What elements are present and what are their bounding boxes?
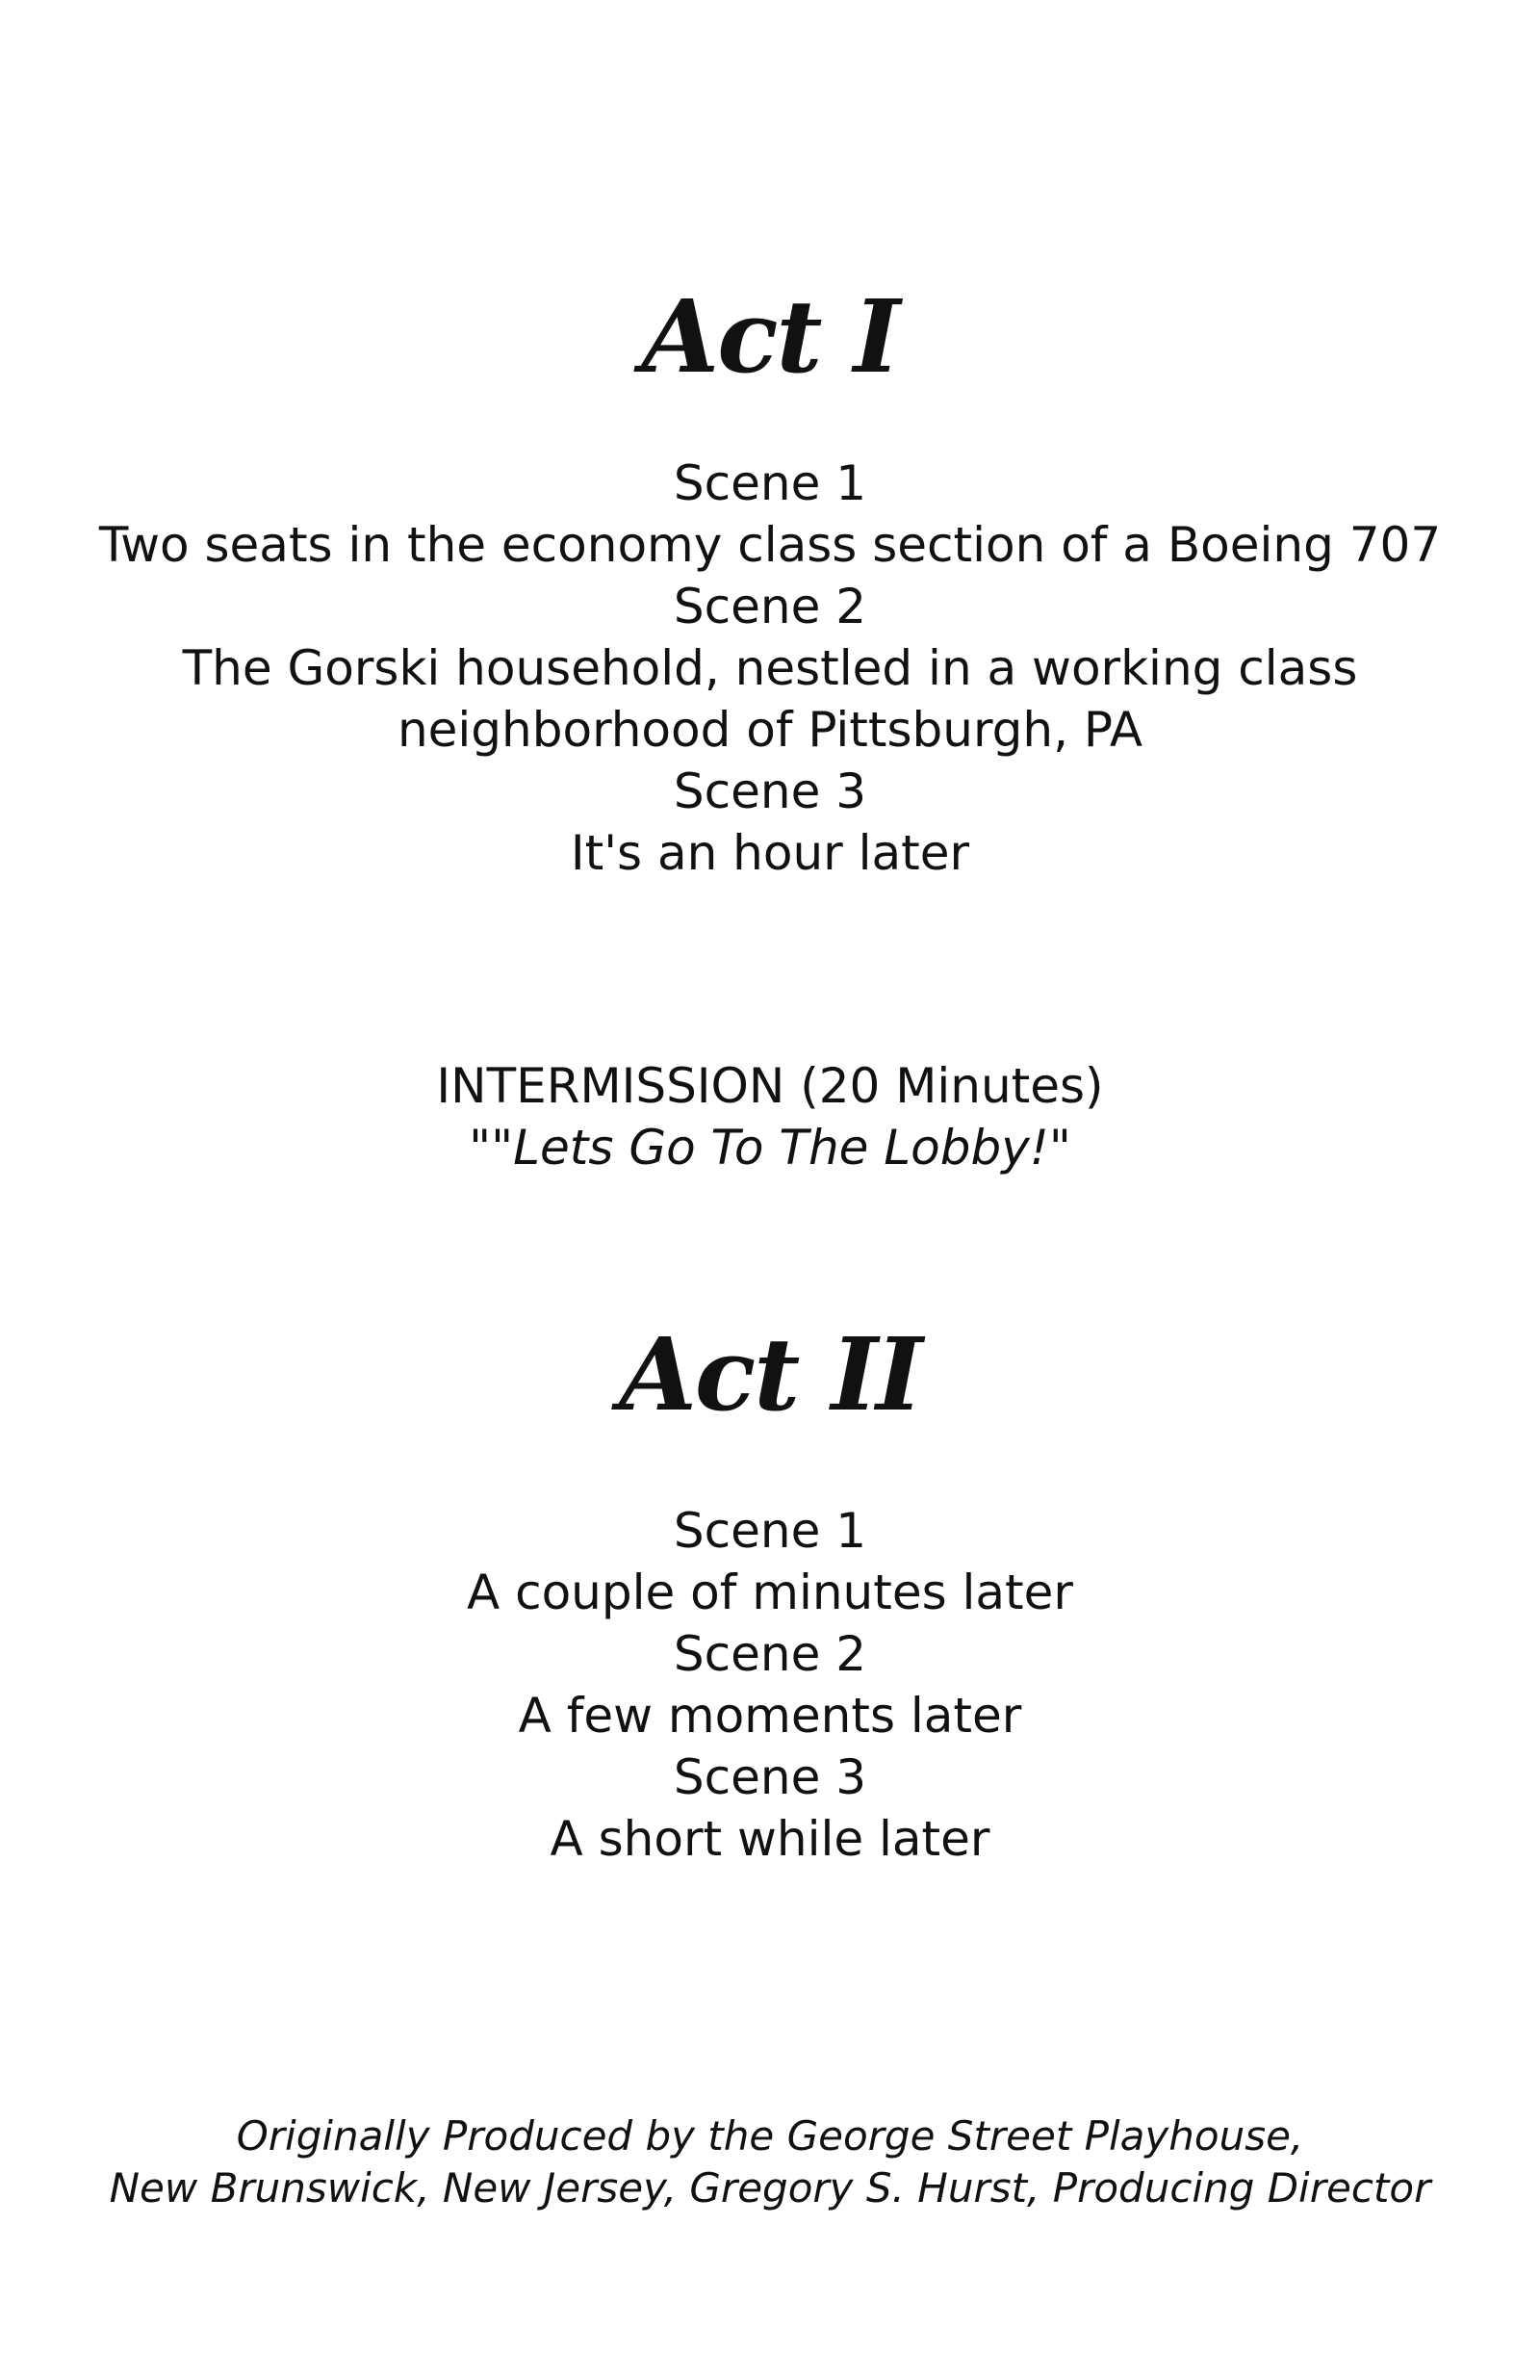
credit-line-2: New Brunswick, New Jersey, Gregory S. Hurst, Producing Director xyxy=(109,2164,1431,2212)
act-2-scene-3-label: Scene 3 xyxy=(673,1749,867,1805)
act-2-scene-list xyxy=(96,1500,1444,1870)
intermission-quote: ""Lets Go To The Lobby!" xyxy=(469,1120,1071,1176)
act-2-scene-2-label: Scene 2 xyxy=(673,1626,867,1682)
act-1-scene-2-label: Scene 2 xyxy=(673,579,867,634)
act-2-scene-2-description: A few moments later xyxy=(518,1688,1022,1744)
act-1-scene-2-description-line-1: The Gorski household, nestled in a working class xyxy=(182,640,1358,696)
act-2-scene-1-description: A couple of minutes later xyxy=(467,1565,1073,1620)
act-1-scene-list xyxy=(96,453,1444,884)
act-1-title: Act I xyxy=(641,277,899,396)
act-1-scene-3-description: It's an hour later xyxy=(570,825,970,881)
act-1-scene-1-label: Scene 1 xyxy=(673,455,867,511)
act-2-scene-3-description: A short while later xyxy=(550,1811,990,1867)
intermission-heading: INTERMISSION (20 Minutes) xyxy=(436,1058,1104,1114)
act-1-scene-3-label: Scene 3 xyxy=(673,763,867,819)
act-1-scene-1-description: Two seats in the economy class section of a Boeing 707 xyxy=(98,517,1442,573)
credit-line-1: Originally Produced by the George Street Playhouse, xyxy=(236,2112,1304,2160)
act-2-scene-1-label: Scene 1 xyxy=(673,1503,867,1559)
intermission-block xyxy=(96,1055,1444,1178)
act-2-title: Act II xyxy=(619,1315,921,1434)
act-1-scene-2-description-line-2: neighborhood of Pittsburgh, PA xyxy=(397,702,1143,758)
production-credit xyxy=(77,2110,1463,2214)
